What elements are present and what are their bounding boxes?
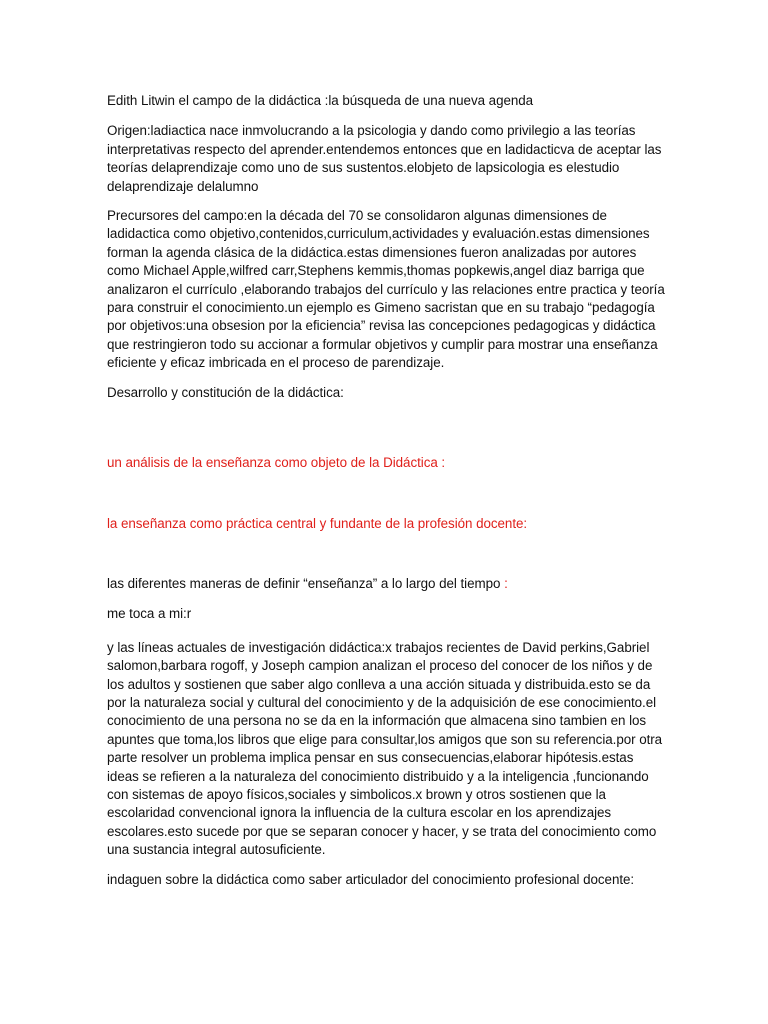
document-page (107, 92, 667, 889)
paragraph-diferentes (107, 575, 667, 593)
spacer (107, 402, 667, 454)
paragraph-precursores: Precursores del campo:en la década del 70 se consolidaron algunas dimensiones de ladidactica como objetivo,contenidos,curriculum,actividades y evaluación.estas dimensiones forman la agenda clásica de la didáctica.estas dimensiones fueron analizadas por autores como Michael Apple,wilfred carr,Stephens kemmis,thomas popkewis,angel diaz barriga que analizaron el currículo ,elaborando trabajos del currículo y las relaciones entre practica y teoría para construir el conocimiento.un ejemplo es Gimeno sacristan que en su trabajo “pedagogía por objetivos:una obsesion por la eficiencia” revisa las concepciones pedagogicas y didáctica que restringieron todo su accionar a formular objetivos y cumplir para mostrar una enseñanza eficiente y eficaz imbricada en el proceso de parendizaje. (107, 208, 665, 371)
spacer (107, 533, 667, 575)
paragraph-origen: Origen:ladiactica nace inmvolucrando a la psicologia y dando como privilegio a las teorías interpretativas respecto del aprender.entendemos entonces que en ladidacticva de aceptar las teorías delaprendizaje como uno de sus sustentos.elobjeto de lapsicologia es elestudio delaprendizaje delalumno (107, 123, 662, 194)
paragraph-indaguen: indaguen sobre la didáctica como saber articulador del conocimiento profesional docente: (107, 871, 635, 887)
document-title: Edith Litwin el campo de la didáctica :la búsqueda de una nueva agenda (107, 93, 534, 108)
red-heading-practica: la enseñanza como práctica central y fundante de la profesión docente: (107, 515, 528, 531)
paragraph-desarrollo-heading: Desarrollo y constitución de la didáctica: (107, 384, 344, 400)
red-heading-analisis: un análisis de la enseñanza como objeto de la Didáctica : (107, 455, 446, 471)
paragraph-toca: me toca a mi:r (107, 606, 192, 622)
diferentes-red-colon: : (504, 575, 508, 591)
diferentes-text: las diferentes maneras de definir “enseñanza” a lo largo del tiempo (107, 575, 505, 591)
spacer (107, 473, 667, 515)
paragraph-lineas: y las líneas actuales de investigación didáctica:x trabajos recientes de David perkins,Gabriel salomon,barbara rogoff, y Joseph campion analizan el proceso del conocer de los niños y de los adultos y sostienen que saber algo conlleva a una acción situada y distribuida.esto se da por la naturaleza social y cultural del conocimiento y de la adquisición de ese conocimiento.el conocimiento de una persona no se da en la información que almacena sino tambien en los apuntes que toma,los libros que elige para consultar,los amigos que son su referencia.por otra parte resolver un problema implica pensar en sus consecuencias,elaborar hipótesis.estas ideas se refieren a la naturaleza del conocimiento distribuido y a la inteligencia ,funcionando con sistemas de apoyo físicos,sociales y simbolicos.x brown y otros sostienen que la escolaridad convencional ignora la influencia de la cultura escolar en los aprendizajes escolares.esto sucede por que se separan conocer y hacer, y se trata del conocimiento como una sustancia integral autosuficiente. (107, 639, 663, 858)
